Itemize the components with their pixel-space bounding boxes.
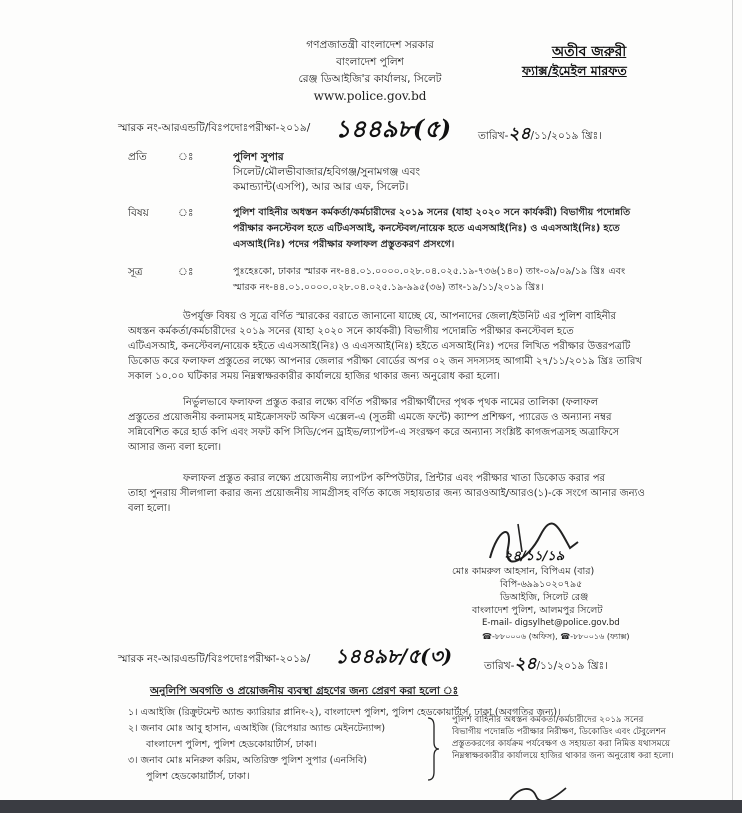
subject-colon: ঃ: [178, 207, 194, 219]
viewer-bottom-bar: [0, 800, 742, 813]
memo2-ref-number: ১৪৪৯৮/৫(৩): [335, 644, 453, 668]
signatory-bp-number: বিপি-৬৯৯১০২০৭৯৫: [500, 579, 583, 590]
p1-line-1: উপর্যুক্ত বিষয় ও সূত্রে বর্ণিত স্মারকের বরাতে জানানো যাচ্ছে যে, আপনাদের জেলা/ইউনিট এর পুলিশ বাহিনীর: [183, 311, 617, 322]
memo2-date-rest: /১১/২০১৯ খ্রিঃ।: [536, 660, 608, 672]
p3-line-2: তাহা পুনরায় সীলগালা করার জন্য প্রয়োজনীয় সামগ্রীসহ বর্ণিত কাজে সহায়তার জন্য আরওআই/আরও(১)-কে সংগে আনার জন্যও: [128, 488, 645, 499]
cc-item-3: ৩। জনাব মোঃ মনিরুল করিম, অতিরিক্ত পুলিশ সুপার (এনসিবি): [128, 755, 367, 766]
p1-line-3: এটিএসআই, কনস্টেবল/নায়েক হইতে এএসআই(নিঃ) ও এএসআই(নিঃ) হইতে এসআই(নিঃ) পদের লিখিত পরীক্ষার উত্তরপত্রটি: [128, 341, 631, 352]
signatory-email: E-mail- digsylhet@police.gov.bd: [482, 618, 620, 628]
p1-line-4: ডিকোড করে ফলাফল প্রস্তুতের লক্ষ্যে আপনার জেলার পরীক্ষা বোর্ডের অপর ০২ জন সদস্যসহ আগামী ২৭/১১/২০১৯ খ্রিঃ তারিখ: [128, 356, 642, 367]
to-line-2: সিলেট/মৌলভীবাজার/হবিগঞ্জ/সুনামগঞ্জ এবং: [233, 166, 421, 178]
body-paragraph-1: [128, 309, 712, 384]
p1-line-5: সকাল ১০.০০ ঘটিকার সময় নিম্নস্বাক্ষরকারীর কার্যালয়ে হাজির থাকার জন্য অনুরোধ করা হলো।: [128, 371, 500, 382]
memo-date-rest: /১১/২০১৯ খ্রিঃ।: [530, 130, 602, 142]
reference-line-1: পুঃহেঃকো, ঢাকার স্মারক নং-৪৪.০১.০০০০.০২৮.০৪.০২৫.১৯-৭৩৬(১৪০) তাং-০৯/০৯/১৯ খ্রিঃ এবং: [233, 266, 626, 277]
memo2-ref-label: স্মারক নং-আরএন্ডটি/বিঃপদোঃপরীক্ষা-২০১৯/: [118, 653, 311, 665]
signatory-title: ডিআইজি, সিলেট রেঞ্জ: [500, 592, 589, 603]
signature-date-scribble: ২৪/১১/১৯: [504, 549, 565, 564]
cc-item-2-cont: বাংলাদেশ পুলিশ, পুলিশ হেডকোয়ার্টার্স, ঢাকা।: [146, 739, 317, 750]
signature-block: [452, 565, 712, 643]
cc-heading: অনুলিপি অবগতি ও প্রয়োজনীয় ব্যবস্থা গ্রহণের জন্য প্রেরণ করা হলো ঃ: [150, 685, 459, 697]
memo-date: [478, 121, 602, 149]
cc-right-line-1: পুলিশ বাহিনীর অধস্তন কর্মকর্তা/কর্মচারীদের ২০১৯ সনের: [452, 715, 644, 725]
p2-line-2: প্রস্তুতের প্রয়োজনীয় কলামসহ মাইক্রোসফট অফিস এক্সেল-এ (সুতন্নী এমজে ফন্টে) ক্যাম্প প্রশিক্ষণ, প্যারেড ও অন্যান্য নম্বর: [128, 412, 612, 423]
to-label: প্রতি: [128, 151, 147, 163]
body-paragraph-2: [128, 395, 712, 455]
subject-line-3: এসআই(নিঃ) পদের পরীক্ষার ফলাফল প্রস্তুতকরণ প্রসংগে।: [233, 239, 455, 250]
signatory-org: বাংলাদেশ পুলিশ, আলমপুর সিলেট: [472, 605, 603, 616]
p2-line-1: নির্ভুলভাবে ফলাফল প্রস্তুত করার লক্ষ্যে বর্ণিত পরীক্ষার পরীক্ষার্থীদের পৃথক পৃথক নামের তালিকা (ফলাফল: [183, 397, 599, 408]
cc-item-2: ২। জনাব মোঃ আবু হাসান, এআইজি (রিপেয়ার অ্যান্ড মেইনটেন্যান্স): [128, 723, 386, 734]
cc-item-1: ১। এআইজি (রিক্রুটমেন্ট অ্যান্ড ক্যারিয়ার প্লানিং-২), বাংলাদেশ পুলিশ, পুলিশ হেডকোয়ার্টার্স, ঢাকা (অবগতির জন্য)।: [128, 707, 561, 718]
subject-line-1: পুলিশ বাহিনীর অধস্তন কর্মকর্তা/কর্মচারীদের ২০১৯ সনের (যাহা ২০২০ সনে কার্যকরী) বিভাগীয় পদোন্নতি: [233, 207, 631, 218]
p2-line-4: আসার জন্য বলা হলো।: [128, 442, 222, 453]
memo2-date: [484, 651, 608, 679]
p3-line-3: বলা হলো।: [128, 503, 171, 514]
subject-line-2: পরীক্ষার কনস্টেবল হতে এটিএসআই, কনস্টেবল/নায়েক হতে এএসআই(নিঃ) ও এএসআই(নিঃ) হতে: [233, 223, 620, 234]
cc-right-line-3: প্রস্তুতকরণের কার্যক্রম পর্যবেক্ষণ ও সহায়তা করা নিমিত্ত যথাসময়ে: [452, 739, 671, 749]
govt-name: গণপ্রজাতন্ত্রী বাংলাদেশ সরকার: [306, 39, 434, 51]
signatory-name: মোঃ কামরুল আহসান, বিপিএম (বার): [452, 566, 595, 577]
p3-line-1: ফলাফল প্রস্তুত করার লক্ষ্যে প্রয়োজনীয় ল্যাপটপ কম্পিউটার, প্রিন্টার এবং পরীক্ষার খাতা ডিকোড করার পর: [183, 473, 606, 484]
reference-line-2: স্মারক নং-৪৪.০১.০০০০.০২৮.০৪.০২৫.১৯-৯৯৫(৩৬) তাং-১৯/১১/২০১৯ খ্রিঃ।: [233, 282, 544, 293]
reference-colon: ঃ: [178, 266, 194, 278]
memo-date-day: ২৪: [508, 124, 531, 144]
cc-item-3-cont: পুলিশ হেডকোয়ার্টার্স, ঢাকা।: [146, 771, 250, 782]
cc-right-line-2: বিভাগীয় পদোন্নতি পরীক্ষার নিরীক্ষণ, ডিকোডিং এবং টেবুলেশন: [452, 727, 666, 737]
urgent-stamp: অতীব জরুরী: [552, 44, 627, 60]
to-colon: ঃ: [178, 151, 194, 163]
cc-right-line-4: নিম্নস্বাক্ষরকারীর কার্যালয়ে হাজির থাকার জন্য অনুরোধ করা হলো।: [452, 751, 674, 761]
memo-date-label: তারিখ-: [478, 130, 509, 142]
signatory-phone: ☎-৮৮০০০৬ (অফিস), ☎-৮৮০০১৬ (ফ্যাক্স): [482, 632, 630, 641]
to-line-1: পুলিশ সুপার: [233, 151, 284, 163]
org-name: বাংলাদেশ পুলিশ: [336, 56, 404, 68]
office-name: রেঞ্জ ডিআইজি'র কার্যালয়, সিলেট: [298, 73, 442, 85]
reference-label: সূত্র: [128, 266, 143, 278]
memo2-date-label: তারিখ-: [484, 660, 515, 672]
to-line-3: কমান্ড্যান্ট(এসপি), আর আর এফ, সিলেট।: [233, 181, 409, 193]
scan-edge-line: [732, 0, 733, 800]
fax-email-stamp: ফ্যাক্স/ইমেইল মারফত: [522, 63, 627, 78]
body-paragraph-3: [128, 471, 712, 516]
cc-right-note: [452, 714, 724, 762]
website: www.police.gov.bd: [313, 89, 427, 103]
memo2-date-day: ২৪: [514, 654, 537, 674]
memo-ref-label: স্মারক নং-আরএন্ডটি/বিঃপদোঃপরীক্ষা-২০১৯/: [118, 122, 311, 134]
p2-line-3: সন্নিবেশিত করে হার্ড কপি এবং সফট কপি সিডি/পেন ড্রাইভ/ল্যাপটপ-এ সংরক্ষণ করে অন্যান্য সংশ্লিষ্ট কাগজপত্রসহ অত্রাফিসে: [128, 427, 620, 438]
cc-brace: [425, 716, 441, 782]
subject-label: বিষয়: [128, 207, 149, 219]
p1-line-2: অধস্তন কর্মকর্তা/কর্মচারীদের ২০১৯ সনের (যাহা ২০২০ সনে কার্যকরী) বিভাগীয় পদোন্নতি পরীক্ষার কনস্টেবল হতে: [128, 326, 574, 337]
memo-ref-number: ১৪৪৯৮(৫): [335, 114, 452, 143]
